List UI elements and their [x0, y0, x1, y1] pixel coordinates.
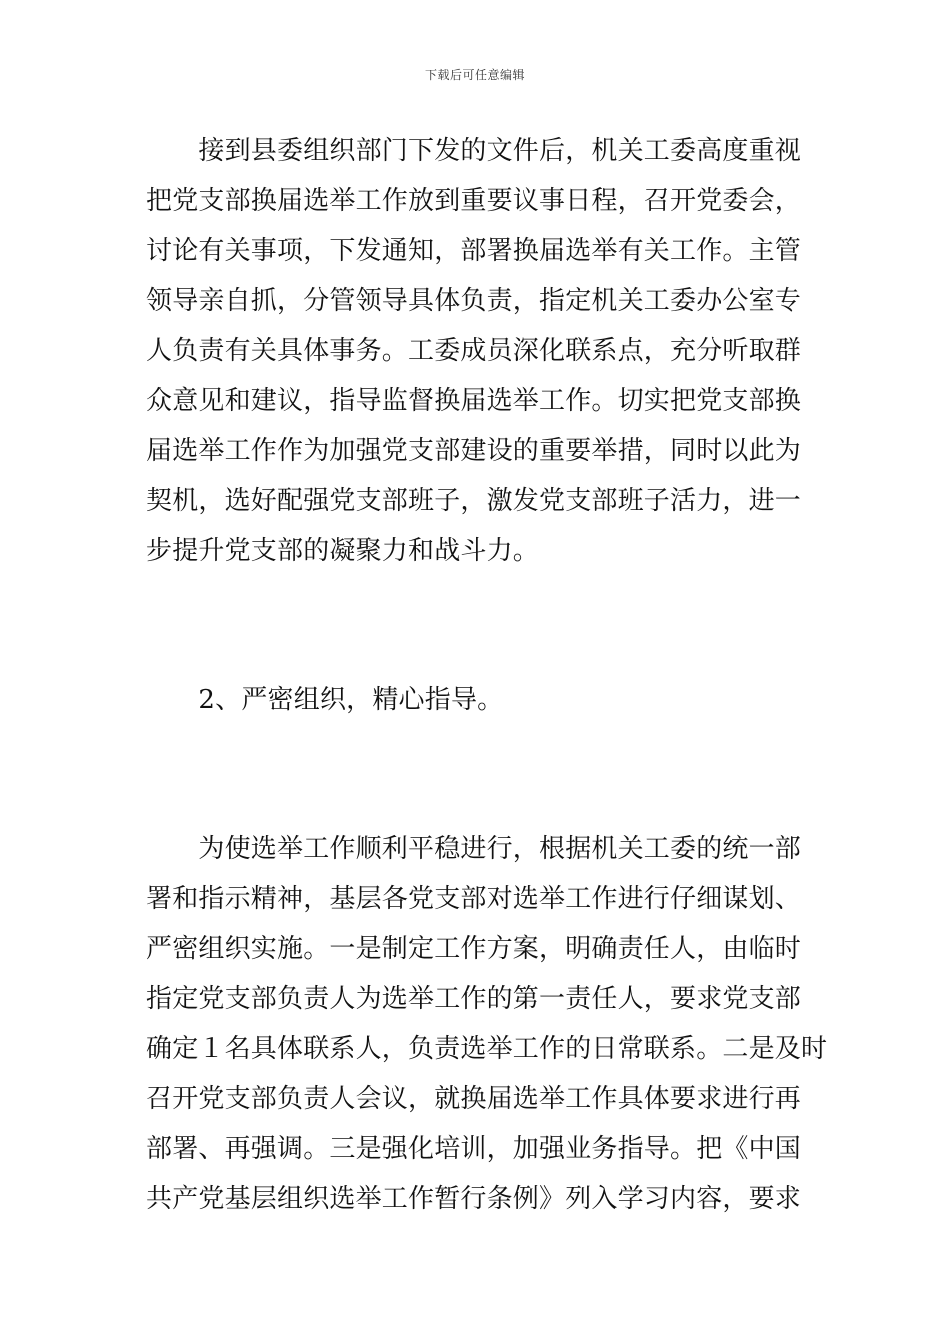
text-line: 讨论有关事项，下发通知，部署换届选举有关工作。主管	[146, 236, 802, 266]
text-line: 领导亲自抓，分管领导具体负责，指定机关工委办公室专	[146, 286, 802, 316]
text-line: 步提升党支部的凝聚力和战斗力。	[146, 536, 540, 566]
text-line: 为使选举工作顺利平稳进行，根据机关工委的统一部	[146, 834, 802, 864]
text-line: 指定党支部负责人为选举工作的第一责任人，要求党支部	[146, 984, 802, 1014]
text-line: 确定１名具体联系人，负责选举工作的日常联系。二是及时	[146, 1034, 828, 1064]
text-line: 接到县委组织部门下发的文件后，机关工委高度重视	[146, 136, 802, 166]
text-line: 届选举工作作为加强党支部建设的重要举措，同时以此为	[146, 436, 802, 466]
text-line: 召开党支部负责人会议，就换届选举工作具体要求进行再	[146, 1084, 802, 1114]
header-note: 下载后可任意编辑	[424, 68, 525, 82]
text-line: 契机，选好配强党支部班子，激发党支部班子活力，进一	[146, 486, 802, 516]
text-line: 共产党基层组织选举工作暂行条例》列入学习内容，要求	[146, 1184, 802, 1214]
text-line: 把党支部换届选举工作放到重要议事日程，召开党委会，	[146, 186, 802, 216]
text-line: 部署、再强调。三是强化培训，加强业务指导。把《中国	[146, 1134, 802, 1164]
text-line: 署和指示精神，基层各党支部对选举工作进行仔细谋划、	[146, 884, 802, 914]
text-line: 众意见和建议，指导监督换届选举工作。切实把党支部换	[146, 386, 802, 416]
text-line: 严密组织实施。一是制定工作方案，明确责任人，由临时	[146, 934, 802, 964]
text-line: 人负责有关具体事务。工委成员深化联系点，充分听取群	[146, 336, 802, 366]
section-heading: 2、严密组织，精心指导。	[146, 685, 504, 715]
